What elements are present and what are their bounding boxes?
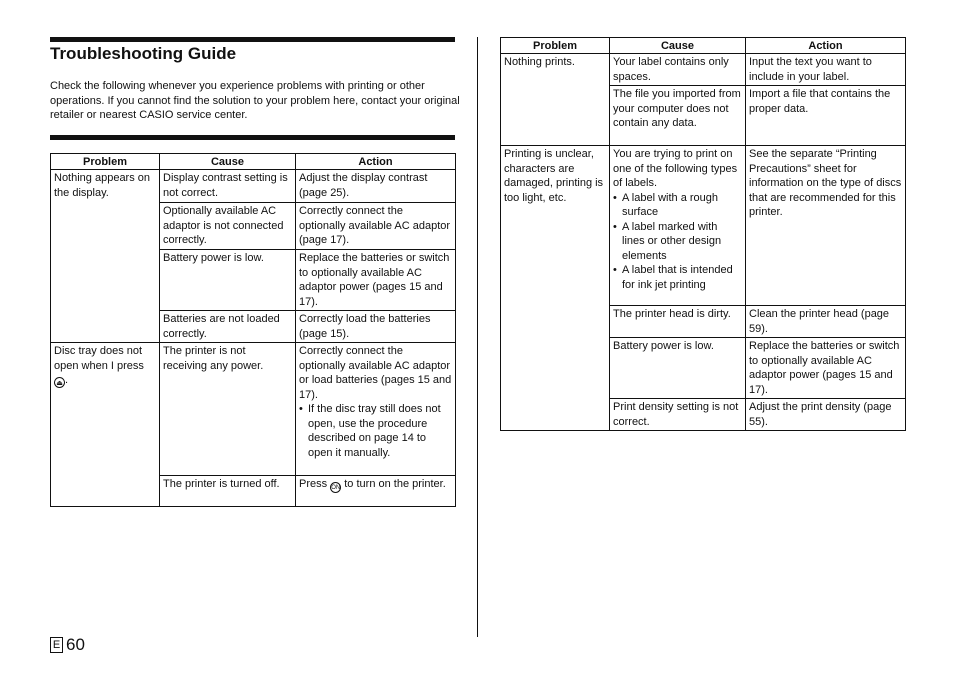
header-action: Action — [296, 154, 456, 170]
cause-cell: Battery power is low. — [610, 338, 746, 399]
troubleshooting-table-left — [50, 153, 456, 507]
cause-cell — [610, 146, 746, 306]
cause-cell: Print density setting is not correct. — [610, 399, 746, 431]
cause-cell: Optionally available AC adaptor is not connected correctly. — [160, 203, 296, 250]
action-cell: Input the text you want to include in your label. — [746, 54, 906, 86]
on-key-icon: ON — [330, 482, 341, 493]
cause-cell: Your label contains only spaces. — [610, 54, 746, 86]
list-item: • A label with a rough surface — [613, 191, 742, 220]
action-cell: Clean the printer head (page 59). — [746, 306, 906, 338]
table-row — [501, 54, 906, 86]
action-cell: Correctly load the batteries (page 15). — [296, 311, 456, 343]
header-action: Action — [746, 38, 906, 54]
problem-cell: Nothing appears on the display. — [51, 170, 160, 343]
action-cell: Adjust the print density (page 55). — [746, 399, 906, 431]
title-rule-top — [50, 37, 455, 42]
page-number: 60 — [66, 635, 85, 654]
table-header-row — [501, 38, 906, 54]
list-item: • A label marked with lines or other design elements — [613, 220, 742, 264]
troubleshooting-table-right — [500, 37, 906, 431]
cause-cell: The file you imported from your computer does not contain any data. — [610, 86, 746, 146]
table-row — [51, 343, 456, 476]
action-cell — [296, 343, 456, 476]
column-divider — [477, 37, 478, 637]
cause-cell: Battery power is low. — [160, 250, 296, 311]
problem-cell: Printing is unclear, characters are damaged, printing is too light, etc. — [501, 146, 610, 431]
action-cell: Import a file that contains the proper data. — [746, 86, 906, 146]
cause-cell: Display contrast setting is not correct. — [160, 170, 296, 203]
table-row — [501, 146, 906, 306]
cause-cell: The printer head is dirty. — [610, 306, 746, 338]
page-footer — [50, 636, 85, 654]
cause-cell: Batteries are not loaded correctly. — [160, 311, 296, 343]
action-cell: Replace the batteries or switch to optionally available AC adaptor power (pages 15 and 17). — [296, 250, 456, 311]
cause-text: You are trying to print on one of the following types of labels. — [613, 148, 738, 189]
problem-text: Disc tray does not open when I press — [54, 345, 144, 372]
cause-cell: The printer is not receiving any power. — [160, 343, 296, 476]
action-text: Correctly connect the optionally available AC adaptor or load batteries (pages 15 and 17). — [299, 345, 452, 401]
problem-cell — [51, 343, 160, 507]
header-problem: Problem — [51, 154, 160, 170]
action-text-before: Press — [299, 478, 328, 490]
action-cell — [296, 476, 456, 507]
cause-bullets — [613, 191, 742, 293]
page-title: Troubleshooting Guide — [50, 44, 237, 63]
cause-cell: The printer is turned off. — [160, 476, 296, 507]
list-item: • A label that is intended for ink jet printing — [613, 263, 742, 292]
header-cause: Cause — [610, 38, 746, 54]
intro-paragraph: Check the following whenever you experience problems with printing or other operations. If you cannot find the solution to your problem here, contact your original retailer or nearest CASIO service center. — [50, 80, 460, 121]
header-problem: Problem — [501, 38, 610, 54]
action-cell: Replace the batteries or switch to optionally available AC adaptor power (pages 15 and 17). — [746, 338, 906, 399]
header-cause: Cause — [160, 154, 296, 170]
action-cell: Adjust the display contrast (page 25). — [296, 170, 456, 203]
list-item: • If the disc tray still does not open, use the procedure described on page 14 to open it manually. — [299, 402, 452, 460]
problem-cell: Nothing prints. — [501, 54, 610, 146]
table-header-row — [51, 154, 456, 170]
eject-key-icon: ⏏ — [54, 377, 65, 388]
language-mark-icon: E — [50, 637, 63, 653]
table-row — [51, 170, 456, 203]
problem-suffix: . — [65, 374, 69, 386]
section-rule — [50, 135, 455, 140]
action-cell: See the separate “Printing Precautions” sheet for information on the type of discs that are recommended for this printer. — [746, 146, 906, 306]
action-bullets — [299, 402, 452, 460]
action-cell: Correctly connect the optionally available AC adaptor (page 17). — [296, 203, 456, 250]
action-text-after: to turn on the printer. — [344, 478, 446, 490]
